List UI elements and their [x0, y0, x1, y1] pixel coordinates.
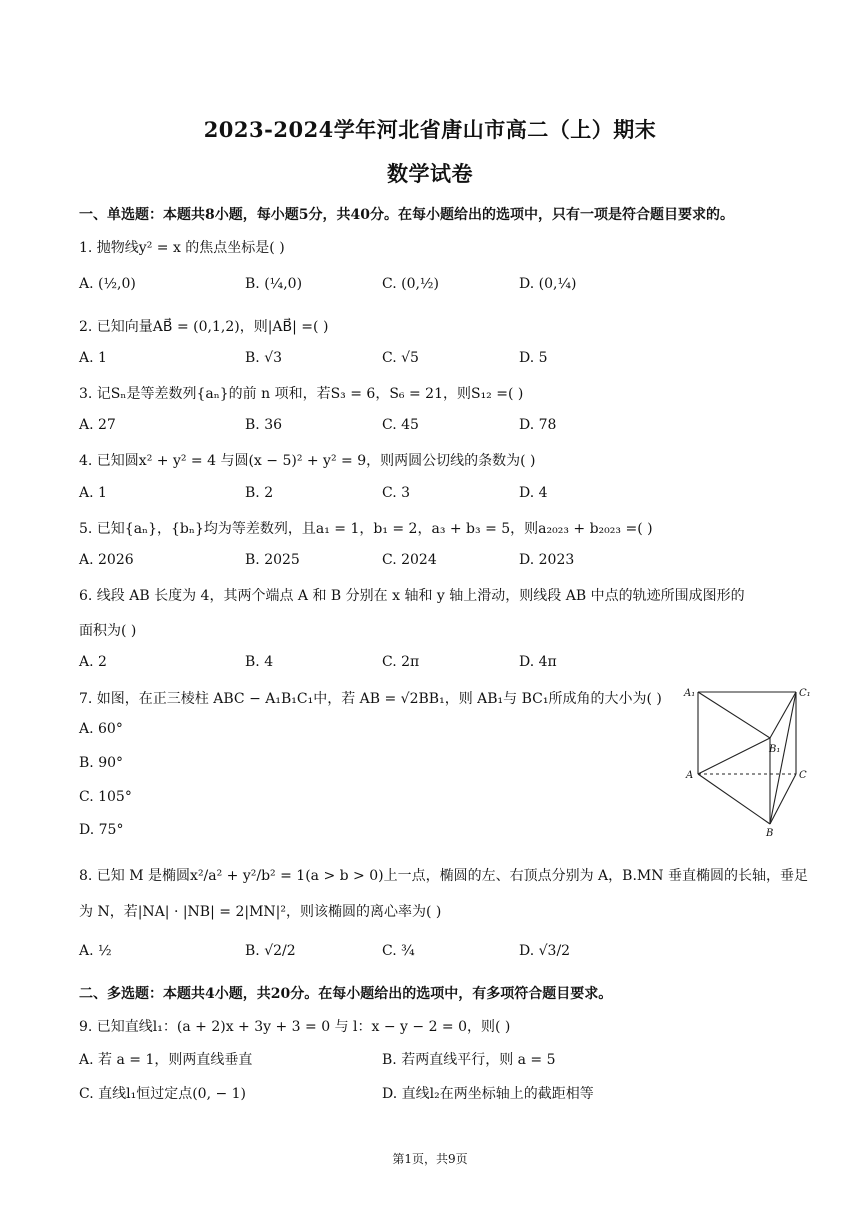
section-single-choice: 一、单选题：本题共8小题，每小题5分，共40分。在每小题给出的选项中，只有一项是符合题目要求的。 [79, 207, 734, 223]
question-6-option-c: C. 2π [382, 654, 420, 670]
question-9-option-d: D. 直线l₂在两坐标轴上的截距相等 [382, 1086, 594, 1102]
label-c: C [799, 770, 807, 781]
question-3-options [79, 417, 819, 439]
question-5-option-d: D. 2023 [519, 552, 575, 568]
question-2-stem: 2. 已知向量AB⃗ = (0,1,2)，则|AB⃗| =( ) [79, 319, 329, 335]
label-a: A [686, 770, 694, 781]
question-8-option-a: A. ½ [79, 943, 112, 959]
question-3-option-c: C. 45 [382, 417, 419, 433]
question-2-option-c: C. √5 [382, 350, 419, 366]
question-7-stem: 7. 如图，在正三棱柱 ABC − A₁B₁C₁中，若 AB = √2BB₁，则 AB₁与 BC₁所成角的大小为( ) [79, 691, 662, 707]
question-3-option-b: B. 36 [245, 417, 283, 433]
question-9-option-c: C. 直线l₁恒过定点(0, − 1) [79, 1086, 247, 1102]
question-2-options [79, 350, 819, 372]
question-1-option-b: B. (¼,0) [245, 276, 303, 292]
question-5-option-c: C. 2024 [382, 552, 437, 568]
question-9-stem: 9. 已知直线l₁：(a + 2)x + 3y + 3 = 0 与 l：x − y − 2 = 0，则( ) [79, 1019, 511, 1035]
question-7-option-a: A. 60° [79, 721, 123, 737]
edge-ab [698, 774, 770, 824]
question-5-options [79, 552, 819, 574]
page-footer: 第1页，共9页 [392, 1152, 468, 1166]
question-4-option-b: B. 2 [245, 485, 274, 501]
question-2-option-a: A. 1 [79, 350, 107, 366]
question-4-option-c: C. 3 [382, 485, 411, 501]
question-6-stem: 6. 线段 AB 长度为 4，其两个端点 A 和 B 分别在 x 轴和 y 轴上滑动，则线段 AB 中点的轨迹所围成图形的 [79, 588, 745, 604]
question-8-stem: 8. 已知 M 是椭圆x²/a² + y²/b² = 1(a > b > 0)上一点，椭圆的左、右顶点分别为 A，B.MN 垂直椭圆的长轴，垂足 [79, 868, 808, 884]
label-b1: B₁ [769, 744, 781, 755]
question-5-option-a: A. 2026 [79, 552, 134, 568]
question-3-option-d: D. 78 [519, 417, 557, 433]
question-4-option-a: A. 1 [79, 485, 107, 501]
question-8-option-c: C. ¾ [382, 943, 415, 959]
question-7-option-c: C. 105° [79, 789, 132, 805]
question-8-stem-continued: 为 N，若|NA| · |NB| = 2|MN|²，则该椭圆的离心率为( ) [79, 904, 442, 920]
label-b: B [766, 828, 774, 838]
exam-title: 2023-2024学年河北省唐山市高二（上）期末 [203, 117, 657, 142]
question-6-option-a: A. 2 [79, 654, 107, 670]
segment-bc1 [770, 692, 796, 824]
question-1-option-a: A. (½,0) [79, 276, 136, 292]
edge-c1b1 [770, 692, 796, 738]
question-1-option-c: C. (0,½) [382, 276, 439, 292]
question-7-option-b: B. 90° [79, 755, 124, 771]
question-6-option-d: D. 4π [519, 654, 557, 670]
question-9-option-a: A. 若 a = 1，则两直线垂直 [79, 1052, 253, 1068]
question-8-option-d: D. √3/2 [519, 943, 571, 959]
label-a1: A₁ [684, 688, 696, 699]
edge-a1b1 [698, 692, 770, 738]
question-9-option-b: B. 若两直线平行，则 a = 5 [382, 1052, 556, 1068]
question-1-options [79, 276, 819, 298]
question-3-stem: 3. 记Sₙ是等差数列{aₙ}的前 n 项和，若S₃ = 6，S₆ = 21，则S₁₂ =( ) [79, 386, 524, 402]
question-6-option-b: B. 4 [245, 654, 274, 670]
exam-subtitle: 数学试卷 [387, 161, 473, 186]
question-2-option-b: B. √3 [245, 350, 283, 366]
question-4-option-d: D. 4 [519, 485, 548, 501]
question-4-stem: 4. 已知圆x² + y² = 4 与圆(x − 5)² + y² = 9，则两圆公切线的条数为( ) [79, 453, 536, 469]
question-8-option-b: B. √2/2 [245, 943, 296, 959]
question-1-option-d: D. (0,¼) [519, 276, 577, 292]
question-5-option-b: B. 2025 [245, 552, 300, 568]
question-5-stem: 5. 已知{aₙ}，{bₙ}均为等差数列，且a₁ = 1，b₁ = 2，a₃ + b₃ = 5，则a₂₀₂₃ + b₂₀₂₃ =( ) [79, 521, 653, 537]
question-8-options [79, 943, 819, 965]
question-6-stem-continued: 面积为( ) [79, 623, 137, 639]
segment-ab1 [698, 738, 770, 774]
question-7-option-d: D. 75° [79, 822, 124, 838]
question-6-options [79, 654, 819, 676]
question-4-options [79, 485, 819, 507]
label-c1: C₁ [799, 688, 811, 699]
edge-cb [770, 774, 796, 824]
section-multiple-choice: 二、多选题：本题共4小题，共20分。在每小题给出的选项中，有多项符合题目要求。 [79, 986, 613, 1002]
question-2-option-d: D. 5 [519, 350, 548, 366]
question-3-option-a: A. 27 [79, 417, 116, 433]
prism-figure [682, 682, 814, 838]
question-1-stem: 1. 抛物线y² = x 的焦点坐标是( ) [79, 240, 285, 256]
